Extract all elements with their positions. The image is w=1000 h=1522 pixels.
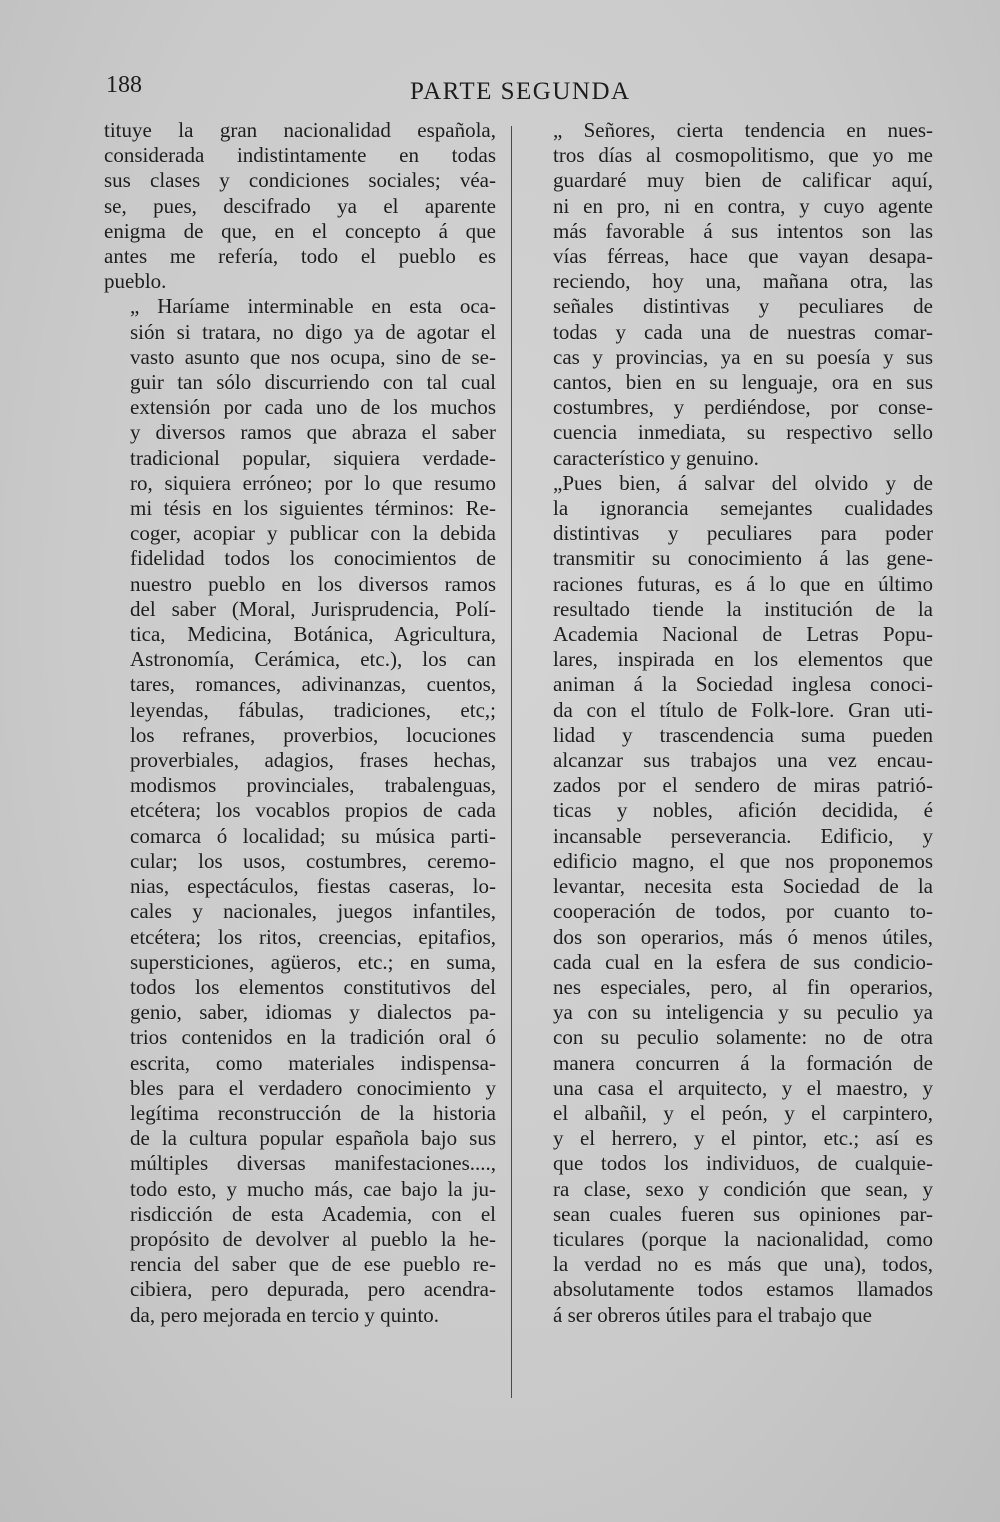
text-line: tares, romances, adivinanzas, cuentos, — [130, 672, 496, 697]
text-line: y el herrero, y el pintor, etc.; así es — [553, 1126, 933, 1151]
text-line: proverbiales, adagios, frases hechas, — [130, 748, 496, 773]
text-line: da con el título de Folk-lore. Gran uti- — [553, 697, 933, 722]
text-line: costumbres, y perdiéndose, por conse- — [553, 395, 933, 420]
text-line: con su peculio solamente: no de otra — [553, 1025, 933, 1050]
text-line: característico y genuino. — [553, 445, 759, 470]
text-line: coger, acopiar y publicar con la debida — [130, 521, 496, 546]
text-line: la verdad no es más que una), todos, — [553, 1252, 933, 1277]
text-line: señales distintivas y peculiares de — [553, 294, 933, 319]
text-line: resultado tiende la institución de la — [553, 596, 933, 621]
text-line: una casa el arquitecto, y el maestro, y — [553, 1075, 933, 1100]
right-text-column — [527, 118, 933, 1328]
text-line: manera concurren á la formación de — [553, 1050, 933, 1075]
paragraph — [527, 118, 933, 471]
left-text-column — [104, 118, 496, 1328]
page-header — [0, 72, 1000, 112]
text-line: etcétera; los ritos, creencias, epitafios, — [130, 924, 496, 949]
text-line: sean cuales fueren sus opiniones par- — [553, 1201, 933, 1226]
text-line: comarca ó localidad; su música parti- — [130, 823, 496, 848]
text-line: del saber (Moral, Jurisprudencia, Polí- — [130, 596, 496, 621]
text-line: el albañil, y el peón, y el carpintero, — [553, 1100, 933, 1125]
text-line: cular; los usos, costumbres, ceremo- — [130, 848, 496, 873]
text-line: enigma de que, en el concepto á que — [104, 218, 496, 243]
text-line: bles para el verdadero conocimiento y — [130, 1075, 496, 1100]
text-line: tradicional popular, siquiera verdade- — [130, 445, 496, 470]
text-line: sión si tratara, no digo ya de agotar el — [130, 319, 496, 344]
text-line: antes me refería, todo el pueblo es — [104, 244, 496, 269]
text-line: ticas y nobles, afición decidida, é — [553, 798, 933, 823]
text-line: guardaré muy bien de calificar aquí, — [553, 168, 933, 193]
text-line: todo esto, y mucho más, cae bajo la ju- — [130, 1176, 496, 1201]
text-line: zados por el sendero de miras patrió- — [553, 773, 933, 798]
text-line: transmitir su conocimiento á las gene- — [553, 546, 933, 571]
text-line: rencia del saber que de ese pueblo re- — [130, 1252, 496, 1277]
text-line: fidelidad todos los conocimientos de — [130, 546, 496, 571]
text-line: cada cual en la esfera de sus condicio- — [553, 949, 933, 974]
text-line: nuestro pueblo en los diversos ramos — [130, 571, 496, 596]
text-line: todas y cada una de nuestras comar- — [553, 319, 933, 344]
text-line: mi tésis en los siguientes términos: Re- — [130, 496, 496, 521]
text-line: risdicción de esta Academia, con el — [130, 1201, 496, 1226]
text-line: absolutamente todos estamos llamados — [553, 1277, 933, 1302]
text-line: alcanzar sus trabajos una vez encau- — [553, 748, 933, 773]
text-line: trios contenidos en la tradición oral ó — [130, 1025, 496, 1050]
text-line: pueblo. — [104, 269, 167, 294]
text-line: ra clase, sexo y condición que sean, y — [553, 1176, 933, 1201]
text-line: guir tan sólo discurriendo con tal cual — [130, 370, 496, 395]
text-line: incansable perseverancia. Edificio, y — [553, 823, 933, 848]
text-line: reciendo, hoy una, mañana otra, las — [553, 269, 933, 294]
text-line: lares, inspirada en los elementos que — [553, 647, 933, 672]
text-line: de la cultura popular española bajo sus — [130, 1126, 496, 1151]
text-line: ni en pro, ni en contra, y cuyo agente — [553, 193, 933, 218]
text-line: „Pues bien, á salvar del olvido y de — [553, 470, 933, 495]
text-line: ya con su inteligencia y su peculio ya — [553, 1000, 933, 1025]
text-line: y diversos ramos que abraza el saber — [130, 420, 496, 445]
text-line: se, pues, descifrado ya el aparente — [104, 193, 496, 218]
text-line: propósito de devolver al pueblo la he- — [130, 1226, 496, 1251]
text-line: supersticiones, agüeros, etc.; en suma, — [130, 949, 496, 974]
text-line: leyendas, fábulas, tradiciones, etc,; — [130, 697, 496, 722]
text-line: Academia Nacional de Letras Popu- — [553, 622, 933, 647]
text-line: etcétera; los vocablos propios de cada — [130, 798, 496, 823]
text-line: vasto asunto que nos ocupa, sino de se- — [130, 344, 496, 369]
page-number: 188 — [106, 72, 142, 98]
text-line: cas y provincias, ya en su poesía y sus — [553, 344, 933, 369]
column-divider — [511, 126, 512, 1398]
text-line: sus clases y condiciones sociales; véa- — [104, 168, 496, 193]
text-line: animan á la Sociedad inglesa conoci- — [553, 672, 933, 697]
text-line: cantos, bien en su lenguaje, ora en sus — [553, 370, 933, 395]
text-line: „ Haríame interminable en esta oca- — [130, 294, 496, 319]
text-line: á ser obreros útiles para el trabajo que — [553, 1302, 872, 1327]
text-line: ticulares (porque la nacionalidad, como — [553, 1226, 933, 1251]
text-line: extensión por cada uno de los muchos — [130, 395, 496, 420]
text-line: cuencia inmediata, su respectivo sello — [553, 420, 933, 445]
text-line: tica, Medicina, Botánica, Agricultura, — [130, 622, 496, 647]
text-line: levantar, necesita esta Sociedad de la — [553, 874, 933, 899]
text-line: legítima reconstrucción de la historia — [130, 1100, 496, 1125]
text-line: genio, saber, idiomas y dialectos pa- — [130, 1000, 496, 1025]
text-line: „ Señores, cierta tendencia en nues- — [553, 118, 933, 142]
text-line: nias, espectáculos, fiestas caseras, lo- — [130, 874, 496, 899]
text-line: la ignorancia semejantes cualidades — [553, 496, 933, 521]
text-line: lidad y trascendencia suma pueden — [553, 722, 933, 747]
text-line: tituye la gran nacionalidad española, — [104, 118, 496, 142]
text-line: múltiples diversas manifestaciones...., — [130, 1151, 496, 1176]
text-line: escrita, como materiales indispensa- — [130, 1050, 496, 1075]
paragraph — [527, 471, 933, 1328]
text-line: vías férreas, hace que vayan desapa- — [553, 244, 933, 269]
text-line: cibiera, pero depurada, pero acendra- — [130, 1277, 496, 1302]
text-line: dos son operarios, más ó menos útiles, — [553, 924, 933, 949]
text-line: cales y nacionales, juegos infantiles, — [130, 899, 496, 924]
text-line: que todos los individuos, de cualquie- — [553, 1151, 933, 1176]
text-line: nes especiales, pero, al fin operarios, — [553, 974, 933, 999]
text-line: raciones futuras, es á lo que en último — [553, 571, 933, 596]
text-line: considerada indistintamente en todas — [104, 143, 496, 168]
text-line: los refranes, proverbios, locuciones — [130, 722, 496, 747]
text-line: modismos provinciales, trabalenguas, — [130, 773, 496, 798]
text-line: tros días al cosmopolitismo, que yo me — [553, 143, 933, 168]
text-line: edificio magno, el que nos proponemos — [553, 848, 933, 873]
text-line: todos los elementos constitutivos del — [130, 974, 496, 999]
text-line: distintivas y peculiares para poder — [553, 521, 933, 546]
text-line: da, pero mejorada en tercio y quinto. — [130, 1302, 440, 1327]
text-line: ro, siquiera erróneo; por lo que resumo — [130, 470, 496, 495]
text-line: Astronomía, Cerámica, etc.), los can — [130, 647, 496, 672]
paragraph — [104, 294, 496, 1327]
text-line: más favorable á sus intentos son las — [553, 218, 933, 243]
paragraph — [104, 118, 496, 294]
text-line: cooperación de todos, por cuanto to- — [553, 899, 933, 924]
running-title: PARTE SEGUNDA — [410, 78, 631, 105]
